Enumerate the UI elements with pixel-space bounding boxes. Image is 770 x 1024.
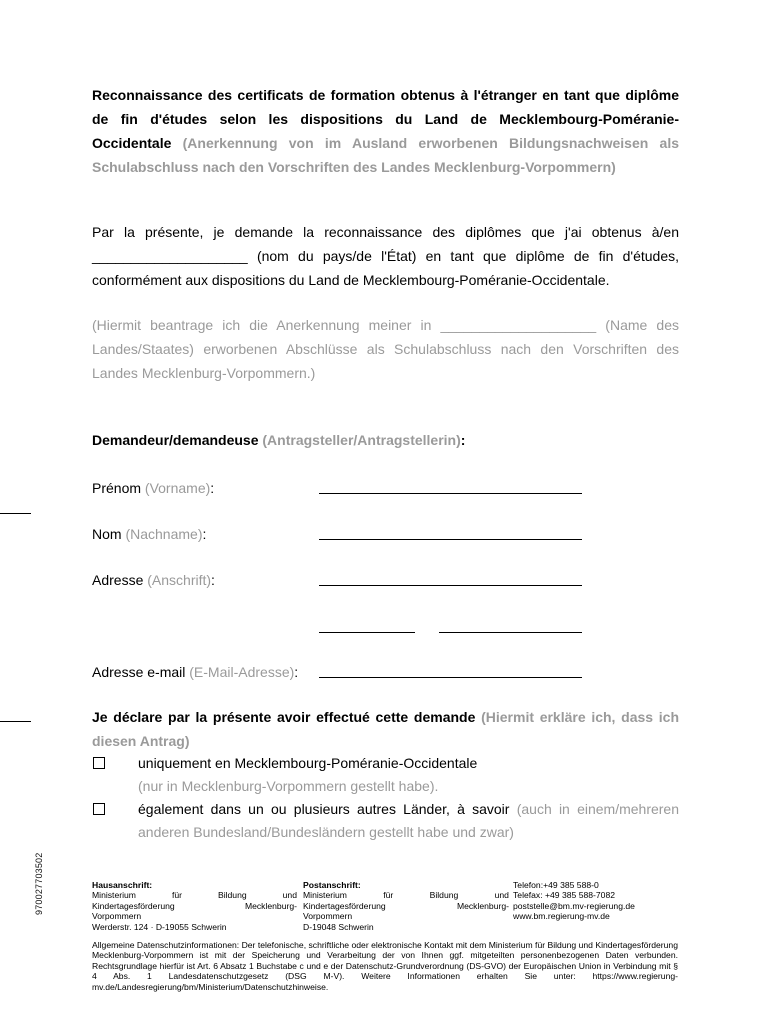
option-other-laender-german: (auch in einem/mehreren anderen Bundesland/Bundesländern gestellt habe und zwar) [138, 801, 680, 840]
title-french: Reconnaissance des certificats de formation obtenus à l'étranger en tant que diplôme de fin d'études selon les dispositions du Land de Mecklembourg-Poméranie-Occidentale [92, 87, 679, 151]
fold-mark-upper [0, 513, 31, 514]
option-only-mv-checkbox[interactable] [93, 757, 105, 769]
applicant-heading-german: (Antragsteller/Antragstellerin) [262, 432, 461, 448]
label-colon: : [202, 526, 207, 542]
word: für [171, 890, 182, 901]
footer-hausanschrift [92, 880, 297, 932]
word: Kindertagesförderung [303, 900, 386, 911]
field-label-address [92, 570, 215, 590]
option-other-laender-checkbox[interactable] [93, 803, 105, 815]
field-label-last-name [92, 524, 206, 544]
word: Mecklenburg- [244, 900, 297, 911]
label-french: Prénom [92, 480, 142, 496]
label-french: Nom [92, 526, 122, 542]
contact-website-link[interactable]: www.bm.regierung-mv.de [513, 911, 610, 922]
label-colon: : [211, 572, 215, 588]
hausanschrift-line1 [92, 890, 297, 900]
word: für [383, 890, 394, 901]
option-only-mv-label [138, 752, 679, 798]
word: Mecklenburg- [456, 900, 509, 911]
label-german: (Nachname) [125, 526, 203, 542]
contact-telefon: Telefon:+49 385 588-0 [513, 880, 599, 890]
label-german: (E-Mail-Adresse) [189, 664, 295, 680]
contact-email-link[interactable]: poststelle@bm.mv-regierung.de [513, 900, 635, 911]
request-german: (Hiermit beantrage ich die Anerkennung meiner in ____________________ (Name des Landes/Staates) erworbenen Abschlüsse als Schulabschluss nach den Vorschriften des Landes Mecklenburg-Vorpommern.) [92, 317, 679, 381]
postanschrift-heading: Postanschrift: [303, 880, 361, 890]
word: und [494, 890, 509, 901]
label-colon: : [294, 664, 299, 680]
label-french: Adresse e-mail [92, 664, 186, 680]
word: und [282, 890, 297, 901]
request-french: Par la présente, je demande la reconnaissance des diplômes que j'ai obtenus à/en ____________________ (nom du pays/de l'État) en tant que diplôme de fin d'études, conformément aux dispositions du Land de Mecklembourg-Poméranie-Occidentale. [92, 224, 679, 288]
postanschrift-line1 [303, 890, 509, 900]
label-french: Adresse [92, 572, 144, 588]
city-field[interactable] [439, 632, 582, 633]
postal-code-field[interactable] [319, 632, 415, 633]
field-label-email [92, 662, 298, 682]
postanschrift-line4: D-19048 Schwerin [303, 921, 374, 932]
declaration-french: Je déclare par la présente avoir effectué cette demande [92, 709, 476, 725]
address-line-field[interactable] [319, 585, 582, 586]
hausanschrift-heading: Hausanschrift: [92, 880, 153, 890]
form-title [92, 83, 679, 179]
declaration-german: (Hiermit erkläre ich, dass ich diesen Antrag) [92, 709, 680, 749]
last-name-field[interactable] [319, 539, 582, 540]
label-colon: : [210, 480, 215, 496]
option-only-mv-german: (nur in Mecklenburg-Vorpommern gestellt habe). [138, 778, 439, 794]
footer-postanschrift [303, 880, 509, 932]
option-only-mv-french: uniquement en Mecklembourg-Poméranie-Occidentale [138, 755, 478, 771]
option-other-laender-french: également dans un ou plusieurs autres Länder, à savoir [138, 801, 510, 817]
label-german: (Anschrift) [147, 572, 212, 588]
word: Bildung [429, 890, 459, 901]
fold-mark-lower [0, 721, 31, 722]
privacy-note: Allgemeine Datenschutzinformationen: Der telefonische, schriftliche oder elektronische Kontakt mit dem Ministerium für Bildung und Kindertagesförderung Mecklenburg-Vorpommern ist mit der Speicherung und Verarbeitung der von Ihnen ggf. mitgeteilten personenbezogenen Daten verbunden. Rechtsgrundlage hierfür ist Art. 6 Absatz 1 Buchstabe c und e der Datenschutz-Grundverordnung (DS-GVO) der Europäischen Union in Verbindung mit § 4 Abs. 1 Landesdatenschutzgesetz (DSG M-V). Weitere Informationen erhalten Sie unter: https://www.regierung-mv.de/Landesregierung/bm/Ministerium/Datenschutzhinweise. [92, 940, 678, 992]
title-german: (Anerkennung von im Ausland erworbenen Bildungsnachweisen als Schulabschluss nach den Vorschriften des Landes Mecklenburg-Vorpommern) [92, 135, 679, 175]
word: Bildung [217, 890, 247, 901]
field-label-first-name [92, 478, 214, 498]
postanschrift-line3: Vorpommern [303, 911, 353, 922]
hausanschrift-line2 [92, 901, 297, 911]
email-field[interactable] [319, 677, 582, 678]
word: Ministerium [92, 890, 136, 901]
hausanschrift-line3: Vorpommern [92, 911, 142, 922]
applicant-heading-french: Demandeur/demandeuse [92, 432, 259, 448]
applicant-heading [92, 428, 679, 452]
applicant-heading-colon: : [460, 432, 466, 448]
label-german: (Vorname) [144, 480, 211, 496]
option-other-laender-label [138, 798, 679, 844]
hausanschrift-line4: Werderstr. 124 · D-19055 Schwerin [92, 921, 227, 932]
first-name-field[interactable] [319, 493, 582, 494]
word: Kindertagesförderung [92, 900, 175, 911]
postanschrift-line2 [303, 901, 509, 911]
word: Ministerium [303, 890, 347, 901]
contact-telefax: Telefax: +49 385 588-7082 [513, 890, 616, 901]
footer-contact [513, 880, 683, 922]
document-number: 970027703502 [34, 852, 44, 915]
declaration-text [92, 705, 679, 753]
